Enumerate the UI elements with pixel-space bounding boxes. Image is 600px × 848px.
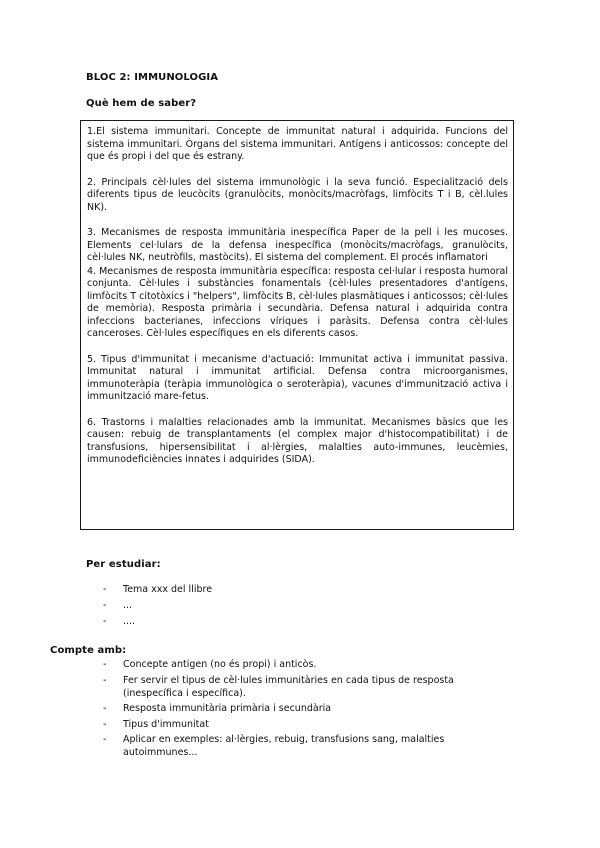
compte-list xyxy=(103,658,508,762)
list-item-text: Concepte antigen (no és propi) i anticòs. xyxy=(123,659,317,670)
block-title: BLOC 2: IMMUNOLOGIA xyxy=(86,72,219,83)
dash-bullet-icon: - xyxy=(103,718,107,730)
study-list xyxy=(103,583,523,631)
syllabus-item-5: 5. Tipus d'immunitat i mecanisme d'actuació: Immunitat activa i immunitat passiva. Immunitat natural i immunitat artificial. Defensa contra microorganismes, immunoteràpia (teràpia immunològica o seroteràpia), vacunes d'immunització activa i immunització mare-fetus. xyxy=(87,353,508,402)
list-item-text: Tema xxx del llibre xyxy=(123,584,213,595)
dash-bullet-icon: - xyxy=(103,659,107,670)
list-item-text: ... xyxy=(123,600,133,611)
syllabus-item-4: 4. Mecanismes de resposta immunitària específica: resposta cel·lular i resposta humoral conjunta. Cèl·lules i substàncies fonamentals (cèl·lules presentadores d'antígens, limfòcits T citotòxics i "helpers", limfòcits B, cèl·lules plasmàtiques i anticossos; cèl·lules de memòria). Resposta primària i secundària. Defensa natural i adquirida contra infeccions bacterianes, infeccions víriques i paràsits. Defensa contra cèl·lules canceroses. Cèl·lules específiques en els diferents casos. xyxy=(87,265,508,339)
dash-bullet-icon: - xyxy=(103,600,107,611)
list-item xyxy=(103,702,508,715)
list-item-text: Aplicar en exemples: al·lèrgies, rebuig, transfusions sang, malalties autoimmunes... xyxy=(123,734,445,758)
syllabus-item-2: 2. Principals cèl·lules del sistema immunològic i la seva funció. Especialització dels diferents tipus de leucòcits (granulòcits, monòcits/macròfags, limfòcits T i B, cèl.lules NK). xyxy=(87,176,508,213)
section-title-compte-amb: Compte amb: xyxy=(50,645,127,656)
dash-bullet-icon: - xyxy=(103,734,107,745)
list-item xyxy=(103,615,523,628)
syllabus-box xyxy=(80,120,514,530)
list-item-text: Tipus d'immunitat xyxy=(123,718,209,730)
syllabus-item-3: 3. Mecanismes de resposta immunitària inespecífica Paper de la pell i les mucoses. Elements cel·lulars de la defensa inespecífica (monòcits/macròfags, granulòcits, cèl·lules NK, neutròfils, mastòcits). El sistema del complement. El procés inflamatori xyxy=(87,227,508,263)
dash-bullet-icon: - xyxy=(103,616,107,627)
list-item xyxy=(103,674,508,700)
list-item xyxy=(103,733,508,759)
dash-bullet-icon: - xyxy=(103,674,107,686)
list-item-text: Resposta immunitària primària i secundària xyxy=(123,703,332,714)
list-item xyxy=(103,658,508,671)
dash-bullet-icon: - xyxy=(103,584,107,595)
list-item-text: Fer servir el tipus de cèl·lules immunitàries en cada tipus de resposta (inespecífica i específica). xyxy=(123,674,454,699)
dash-bullet-icon: - xyxy=(103,703,107,714)
section-title-per-estudiar: Per estudiar: xyxy=(86,559,161,570)
list-item xyxy=(103,718,508,731)
list-item xyxy=(103,583,523,596)
list-item xyxy=(103,599,523,612)
syllabus-item-6: 6. Trastorns i malalties relacionades amb la immunitat. Mecanismes bàsics que les causen: rebuig de transplantaments (el complex major d'histocompatibilitat) i de transfusions, hipersensibilitat i al·lèrgies, malalties auto-immunes, leucèmies, immunodeficiències innates i adquirides (SIDA). xyxy=(87,416,508,465)
syllabus-item-1: 1.El sistema immunitari. Concepte de immunitat natural i adquirida. Funcions del sistema immunitari. Òrgans del sistema immunitari. Antígens i anticossos: concepte del que és propi i del que és estrany. xyxy=(87,126,508,162)
list-item-text: .... xyxy=(123,616,136,627)
section-title-que-hem-de-saber: Què hem de saber? xyxy=(86,98,197,109)
